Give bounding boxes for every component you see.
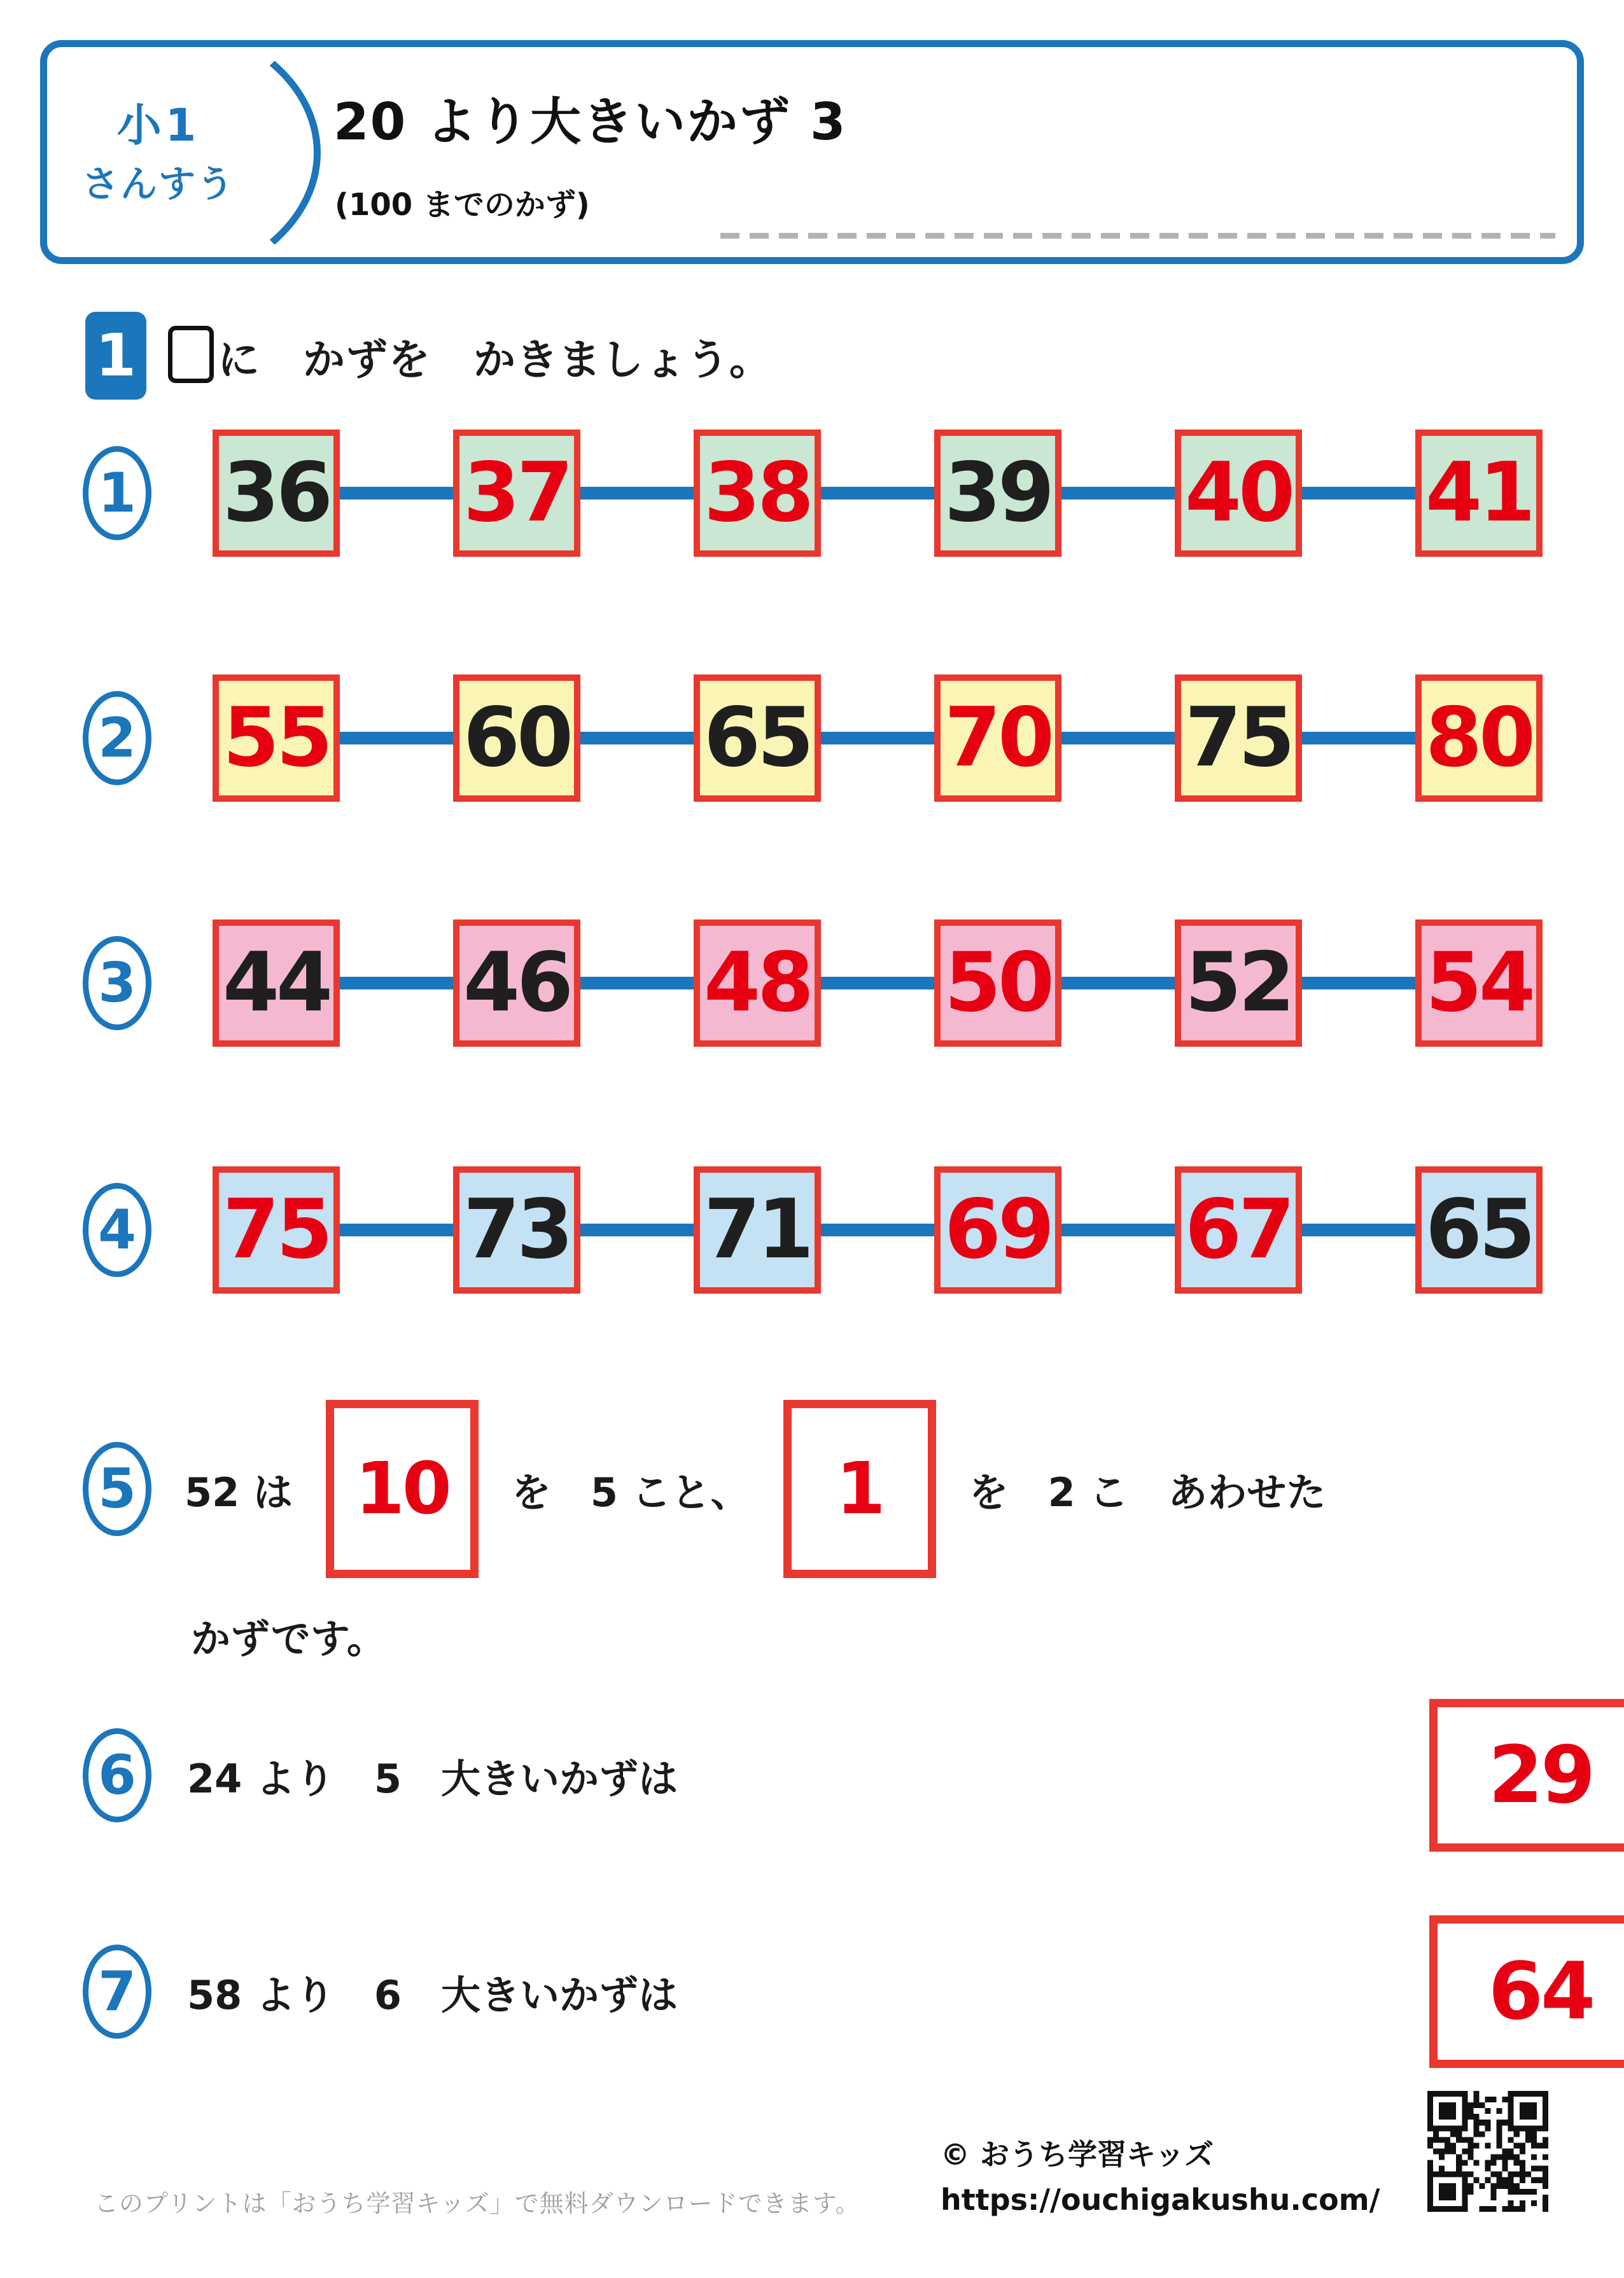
row-number-circle: 2 [83,691,151,785]
given-number-box: 44 [213,919,340,1047]
question-6-row [83,1699,1593,1852]
connector-line [1061,487,1175,500]
answer-number-box: 37 [453,430,580,557]
footer-url: https://ouchigakushu.com/ [941,2183,1380,2217]
given-number-box: 52 [1175,919,1302,1047]
given-number-box: 73 [453,1166,580,1294]
q5-text-part3: を 2 こ あわせた [969,1469,1326,1516]
connector-line [580,977,694,989]
answer-number-box: 40 [1175,430,1302,557]
connector-line [1302,977,1415,989]
answer-number-box: 67 [1175,1166,1302,1294]
q5-text-line2: かずです。 [191,1616,386,1662]
question-7-circle: 7 [83,1945,151,2039]
q5-answer-box-1 [326,1400,479,1578]
connector-line [1061,977,1175,989]
connector-line [821,487,934,500]
answer-number-box: 69 [934,1166,1061,1294]
number-line-strip [213,430,1543,557]
answer-number-box: 75 [213,1166,340,1294]
answer-number-box: 50 [934,919,1061,1047]
connector-line [821,977,934,989]
grade-label: 小1 [116,99,200,151]
connector-line [1061,732,1175,744]
q6-answer-box [1429,1699,1624,1852]
q5-text-part1: 52 は [185,1469,293,1516]
row-number-circle: 4 [83,1183,151,1277]
q7-text: 58 より 6 大きいかずは [187,1971,678,2018]
connector-line [580,487,694,500]
footer-credit: © おうち学習キッズ [941,2137,1214,2172]
row-number-circle: 3 [83,936,151,1030]
given-number-box: 65 [694,674,821,802]
number-line-strip [213,919,1543,1047]
question-5-circle: 5 [83,1442,151,1536]
sequence-row-3 [83,919,1543,1047]
name-dashed-line [720,233,1555,239]
connector-line [1302,1224,1415,1236]
connector-line [1302,732,1415,744]
q5-text-part2: を 5 こと、 [511,1469,750,1516]
q6-text: 24 より 5 大きいかずは [187,1755,678,1802]
instruction-row [85,311,772,401]
q5-answer-2: 1 [836,1448,883,1530]
connector-line [580,732,694,744]
number-line-strip [213,674,1543,802]
question-7-row [83,1915,1593,2068]
given-number-box: 60 [453,674,580,802]
connector-line [1061,1224,1175,1236]
q6-answer: 29 [1488,1729,1593,1821]
connector-line [580,1224,694,1236]
given-number-box: 46 [453,919,580,1047]
q5-answer-box-2 [783,1400,936,1578]
subject-label: さんすう [81,162,235,206]
q5-answer-1: 10 [354,1448,449,1530]
number-line-strip [213,1166,1543,1294]
question-5-row [83,1400,1326,1578]
given-number-box: 39 [934,430,1061,557]
worksheet-header [40,40,1584,264]
problem-number-badge: 1 [85,312,146,400]
connector-line [340,732,453,744]
connector-line [340,1224,453,1236]
given-number-box: 36 [213,430,340,557]
q7-answer-box [1429,1915,1624,2068]
question-6-circle: 6 [83,1728,151,1822]
q7-answer: 64 [1488,1946,1593,2037]
given-number-box: 75 [1175,674,1302,802]
answer-number-box: 54 [1415,919,1543,1047]
given-number-box: 65 [1415,1166,1543,1294]
row-number-circle: 1 [83,446,151,540]
given-number-box: 71 [694,1166,821,1294]
sequence-row-1 [83,430,1543,557]
answer-number-box: 41 [1415,430,1543,557]
answer-number-box: 80 [1415,674,1543,802]
grade-tab [53,99,263,206]
qr-code [1427,2091,1548,2212]
connector-line [821,1224,934,1236]
connector-line [340,977,453,989]
answer-number-box: 48 [694,919,821,1047]
answer-number-box: 38 [694,430,821,557]
connector-line [821,732,934,744]
connector-line [340,487,453,500]
sequence-row-4 [83,1166,1543,1294]
sequence-row-2 [83,674,1543,802]
connector-line [1302,487,1415,500]
answer-number-box: 70 [934,674,1061,802]
blank-square-glyph [168,326,214,383]
page-title: 20 より大きいかず 3 [333,92,847,151]
instruction-text: に かずを かきましょう。 [218,335,772,384]
page-subtitle: (100 までのかず) [335,187,590,223]
answer-number-box: 55 [213,674,340,802]
footer-note: このプリントは「おうち学習キッズ」で無料ダウンロードできます。 [94,2190,860,2218]
